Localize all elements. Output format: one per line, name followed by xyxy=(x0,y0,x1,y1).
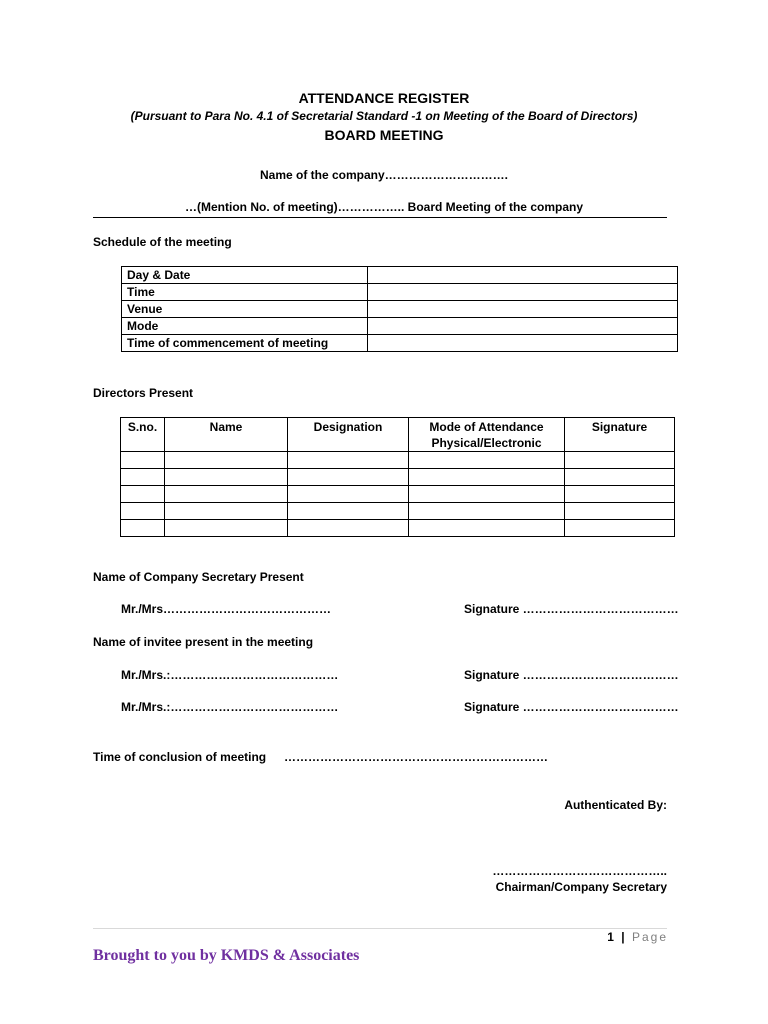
invitee-signature-field[interactable]: Signature ………………………………… xyxy=(464,668,679,682)
table-row xyxy=(122,284,678,301)
page-number-value: 1 xyxy=(607,930,616,944)
meeting-type-heading: BOARD MEETING xyxy=(324,127,444,143)
table-row xyxy=(121,486,675,503)
table-cell[interactable] xyxy=(165,469,288,486)
schedule-table xyxy=(121,266,678,352)
table-cell[interactable] xyxy=(565,503,675,520)
schedule-value-cell[interactable] xyxy=(368,267,678,284)
table-row xyxy=(122,318,678,335)
brought-to-you-by: Brought to you by KMDS & Associates xyxy=(93,947,360,964)
schedule-label: Venue xyxy=(122,301,368,318)
table-cell[interactable] xyxy=(409,469,565,486)
conclusion-time-field[interactable]: ………………………………………………………… xyxy=(284,750,548,764)
table-cell[interactable] xyxy=(165,486,288,503)
conclusion-label: Time of conclusion of meeting xyxy=(93,750,267,764)
authentication-signature-field[interactable]: …………………………………….. xyxy=(492,864,667,878)
schedule-value-cell[interactable] xyxy=(368,318,678,335)
table-cell[interactable] xyxy=(121,452,165,469)
table-cell[interactable] xyxy=(165,520,288,537)
table-cell[interactable] xyxy=(121,469,165,486)
invitee-heading: Name of invitee present in the meeting xyxy=(93,635,314,649)
table-cell[interactable] xyxy=(288,486,409,503)
schedule-label: Time xyxy=(122,284,368,301)
table-header-row xyxy=(121,418,675,452)
table-cell[interactable] xyxy=(565,520,675,537)
secretary-signature-field[interactable]: Signature ………………………………… xyxy=(464,602,679,616)
table-cell[interactable] xyxy=(288,452,409,469)
table-cell[interactable] xyxy=(565,469,675,486)
schedule-label: Time of commencement of meeting xyxy=(122,335,368,352)
directors-table xyxy=(120,417,675,537)
column-header-sno: S.no. xyxy=(121,418,165,452)
company-name-line: Name of the company…………………………. xyxy=(259,168,509,182)
meeting-number-line: …(Mention No. of meeting)…………….. Board Meeting of the company xyxy=(185,200,583,214)
invitee-name-field[interactable]: Mr./Mrs.:…………………………………… xyxy=(121,700,339,714)
table-cell[interactable] xyxy=(409,503,565,520)
table-row xyxy=(121,469,675,486)
schedule-label: Mode xyxy=(122,318,368,335)
table-cell[interactable] xyxy=(288,503,409,520)
page-number xyxy=(607,930,668,944)
column-header-designation: Designation xyxy=(288,418,409,452)
secretary-name-field[interactable]: Mr./Mrs…………………………………… xyxy=(121,602,332,616)
table-cell[interactable] xyxy=(121,503,165,520)
authentication-role: Chairman/Company Secretary xyxy=(495,880,667,894)
table-cell[interactable] xyxy=(565,452,675,469)
table-row xyxy=(121,503,675,520)
schedule-heading: Schedule of the meeting xyxy=(93,235,232,249)
table-cell[interactable] xyxy=(121,520,165,537)
divider-line xyxy=(93,217,667,218)
column-header-mode: Mode of Attendance Physical/Electronic xyxy=(409,418,565,452)
table-cell[interactable] xyxy=(288,520,409,537)
table-cell[interactable] xyxy=(165,452,288,469)
invitee-name-field[interactable]: Mr./Mrs.:…………………………………… xyxy=(121,668,339,682)
page-word: Page xyxy=(631,930,668,944)
table-cell[interactable] xyxy=(409,520,565,537)
column-header-name: Name xyxy=(165,418,288,452)
table-cell[interactable] xyxy=(121,486,165,503)
table-cell[interactable] xyxy=(165,503,288,520)
table-cell[interactable] xyxy=(565,486,675,503)
column-header-signature: Signature xyxy=(565,418,675,452)
document-title: ATTENDANCE REGISTER xyxy=(298,90,470,106)
table-row xyxy=(121,452,675,469)
table-cell[interactable] xyxy=(409,486,565,503)
authenticated-by-label: Authenticated By: xyxy=(564,798,667,812)
schedule-value-cell[interactable] xyxy=(368,284,678,301)
footer-divider xyxy=(93,928,667,929)
table-row xyxy=(122,267,678,284)
schedule-value-cell[interactable] xyxy=(368,335,678,352)
table-cell[interactable] xyxy=(409,452,565,469)
directors-heading: Directors Present xyxy=(93,386,194,400)
table-row xyxy=(121,520,675,537)
invitee-signature-field[interactable]: Signature ………………………………… xyxy=(464,700,679,714)
page-number-separator: | xyxy=(621,930,627,944)
schedule-label: Day & Date xyxy=(122,267,368,284)
table-row xyxy=(122,301,678,318)
table-row xyxy=(122,335,678,352)
document-subtitle: (Pursuant to Para No. 4.1 of Secretarial Standard -1 on Meeting of the Board of Directors) xyxy=(130,109,638,123)
schedule-value-cell[interactable] xyxy=(368,301,678,318)
table-cell[interactable] xyxy=(288,469,409,486)
secretary-heading: Name of Company Secretary Present xyxy=(93,570,304,584)
